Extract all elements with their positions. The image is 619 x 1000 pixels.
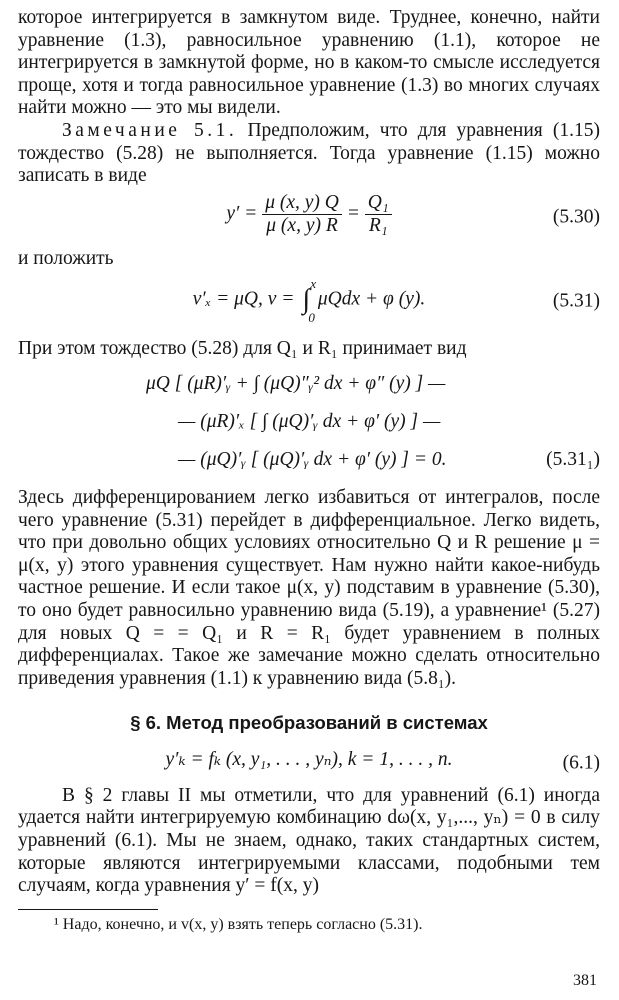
page-content — [18, 7, 600, 935]
paragraph-identity: При этом тождество (5.28) для Q₁ и R₁ принимает вид — [18, 338, 467, 360]
remark-text: Предположим, что для уравнения (1.15) тождество (5.28) не выполняется. Тогда уравнение (1.15) можно записать в виде — [18, 119, 600, 187]
and-put-text: и положить — [18, 247, 114, 269]
eq-5311-line-3: — (μQ)′ᵧ [ (μQ)′ᵧ dx + φ′ (y) ] = 0. — [178, 448, 447, 470]
paragraph-systems: В § 2 главы II мы отметили, что для уравнений (6.1) иногда удается найти интегрируемую комбинацию dω(x, y₁,..., yₙ) = 0 в силу уравнений (6.1). Мы не знаем, однако, таких стандартных систем, которые являются интегрируемыми классами, подобными тем случаям, когда уравнения y′ = f(x, y) — [18, 784, 600, 897]
eq-530-fraction-2: $\frac{\text{Q₁}}{\text{R₁}}$ — [365, 192, 392, 237]
remark-paragraph — [18, 120, 600, 188]
remark-lead: Замечание 5.1. — [62, 119, 238, 141]
eq-531-part-2: μQdx + φ (y). — [317, 288, 426, 310]
paragraph-differentiation: Здесь дифференцированием легко избавиться от интегралов, после чего уравнение (5.31) перейдет в дифференциальное. Легко видеть, что при довольно общих условиях относительно Q и R решение μ = μ(x, y) этого уравнения существует. Нам нужно найти какое-нибудь частное решение. И если такое μ(x, y) подставим в уравнение (5.30), то оно будет равносильно уравнению вида (5.19), а уравнение¹ (5.27) для новых Q = = Q₁ и R = R₁ будет уравнением в полных дифференциалах. Такое же замечание можно сделать относительно приведения уравнения (1.1) к уравнению вида (5.8₁). — [18, 486, 600, 689]
eq-61-number: (6.1) — [562, 752, 600, 774]
equation-6-1: y′ₖ = fₖ (x, y₁, . . . , yₙ), k = 1, . . . , n. (6.1) — [165, 748, 600, 774]
page-number: 381 — [573, 972, 597, 989]
footnote-divider — [18, 909, 158, 910]
footnote: ¹ Надо, конечно, и v(x, y) взять теперь согласно (5.31). — [54, 915, 423, 933]
eq-530-equals: = — [346, 202, 360, 224]
eq-5311-line-1: μQ [ (μR)′ᵧ + ∫ (μQ)″ᵧ² dx + φ″ (y) ] — — [146, 372, 446, 394]
equation-5-31-1 — [18, 369, 600, 479]
eq-5311-line-2: — (μR)′ₓ [ ∫ (μQ)′ᵧ dx + φ′ (y) ] — — [178, 410, 441, 432]
paragraph-intro: которое интегрируется в замкнутом виде. Труднее, конечно, найти уравнение (1.3), равносильное уравнению (1.1), которое не интегрируется в замкнутой форме, но в каком-то смысле исследуется проще, хотя и тогда равносильное уравнение (1.3) во многих случаях найти можно — это мы видели. — [18, 7, 600, 119]
eq-531-part-1: v′ₓ = μQ, v = — [192, 288, 295, 310]
equation-5-31 — [18, 270, 600, 334]
section-title: § 6. Метод преобразований в системах — [130, 712, 488, 734]
eq-530-lhs: y′ = — [226, 202, 258, 224]
eq-530-number: (5.30) — [552, 206, 600, 228]
eq-530-fraction-1: $\frac{\mu (x, y) Q}{\mu (x, y) R}$ — [262, 192, 342, 237]
eq-5311-number: (5.31₁) — [546, 448, 600, 470]
integral-sign: ∫ x 0 — [302, 276, 317, 326]
equation-5-30 — [18, 188, 600, 248]
eq-531-number: (5.31) — [552, 291, 600, 313]
